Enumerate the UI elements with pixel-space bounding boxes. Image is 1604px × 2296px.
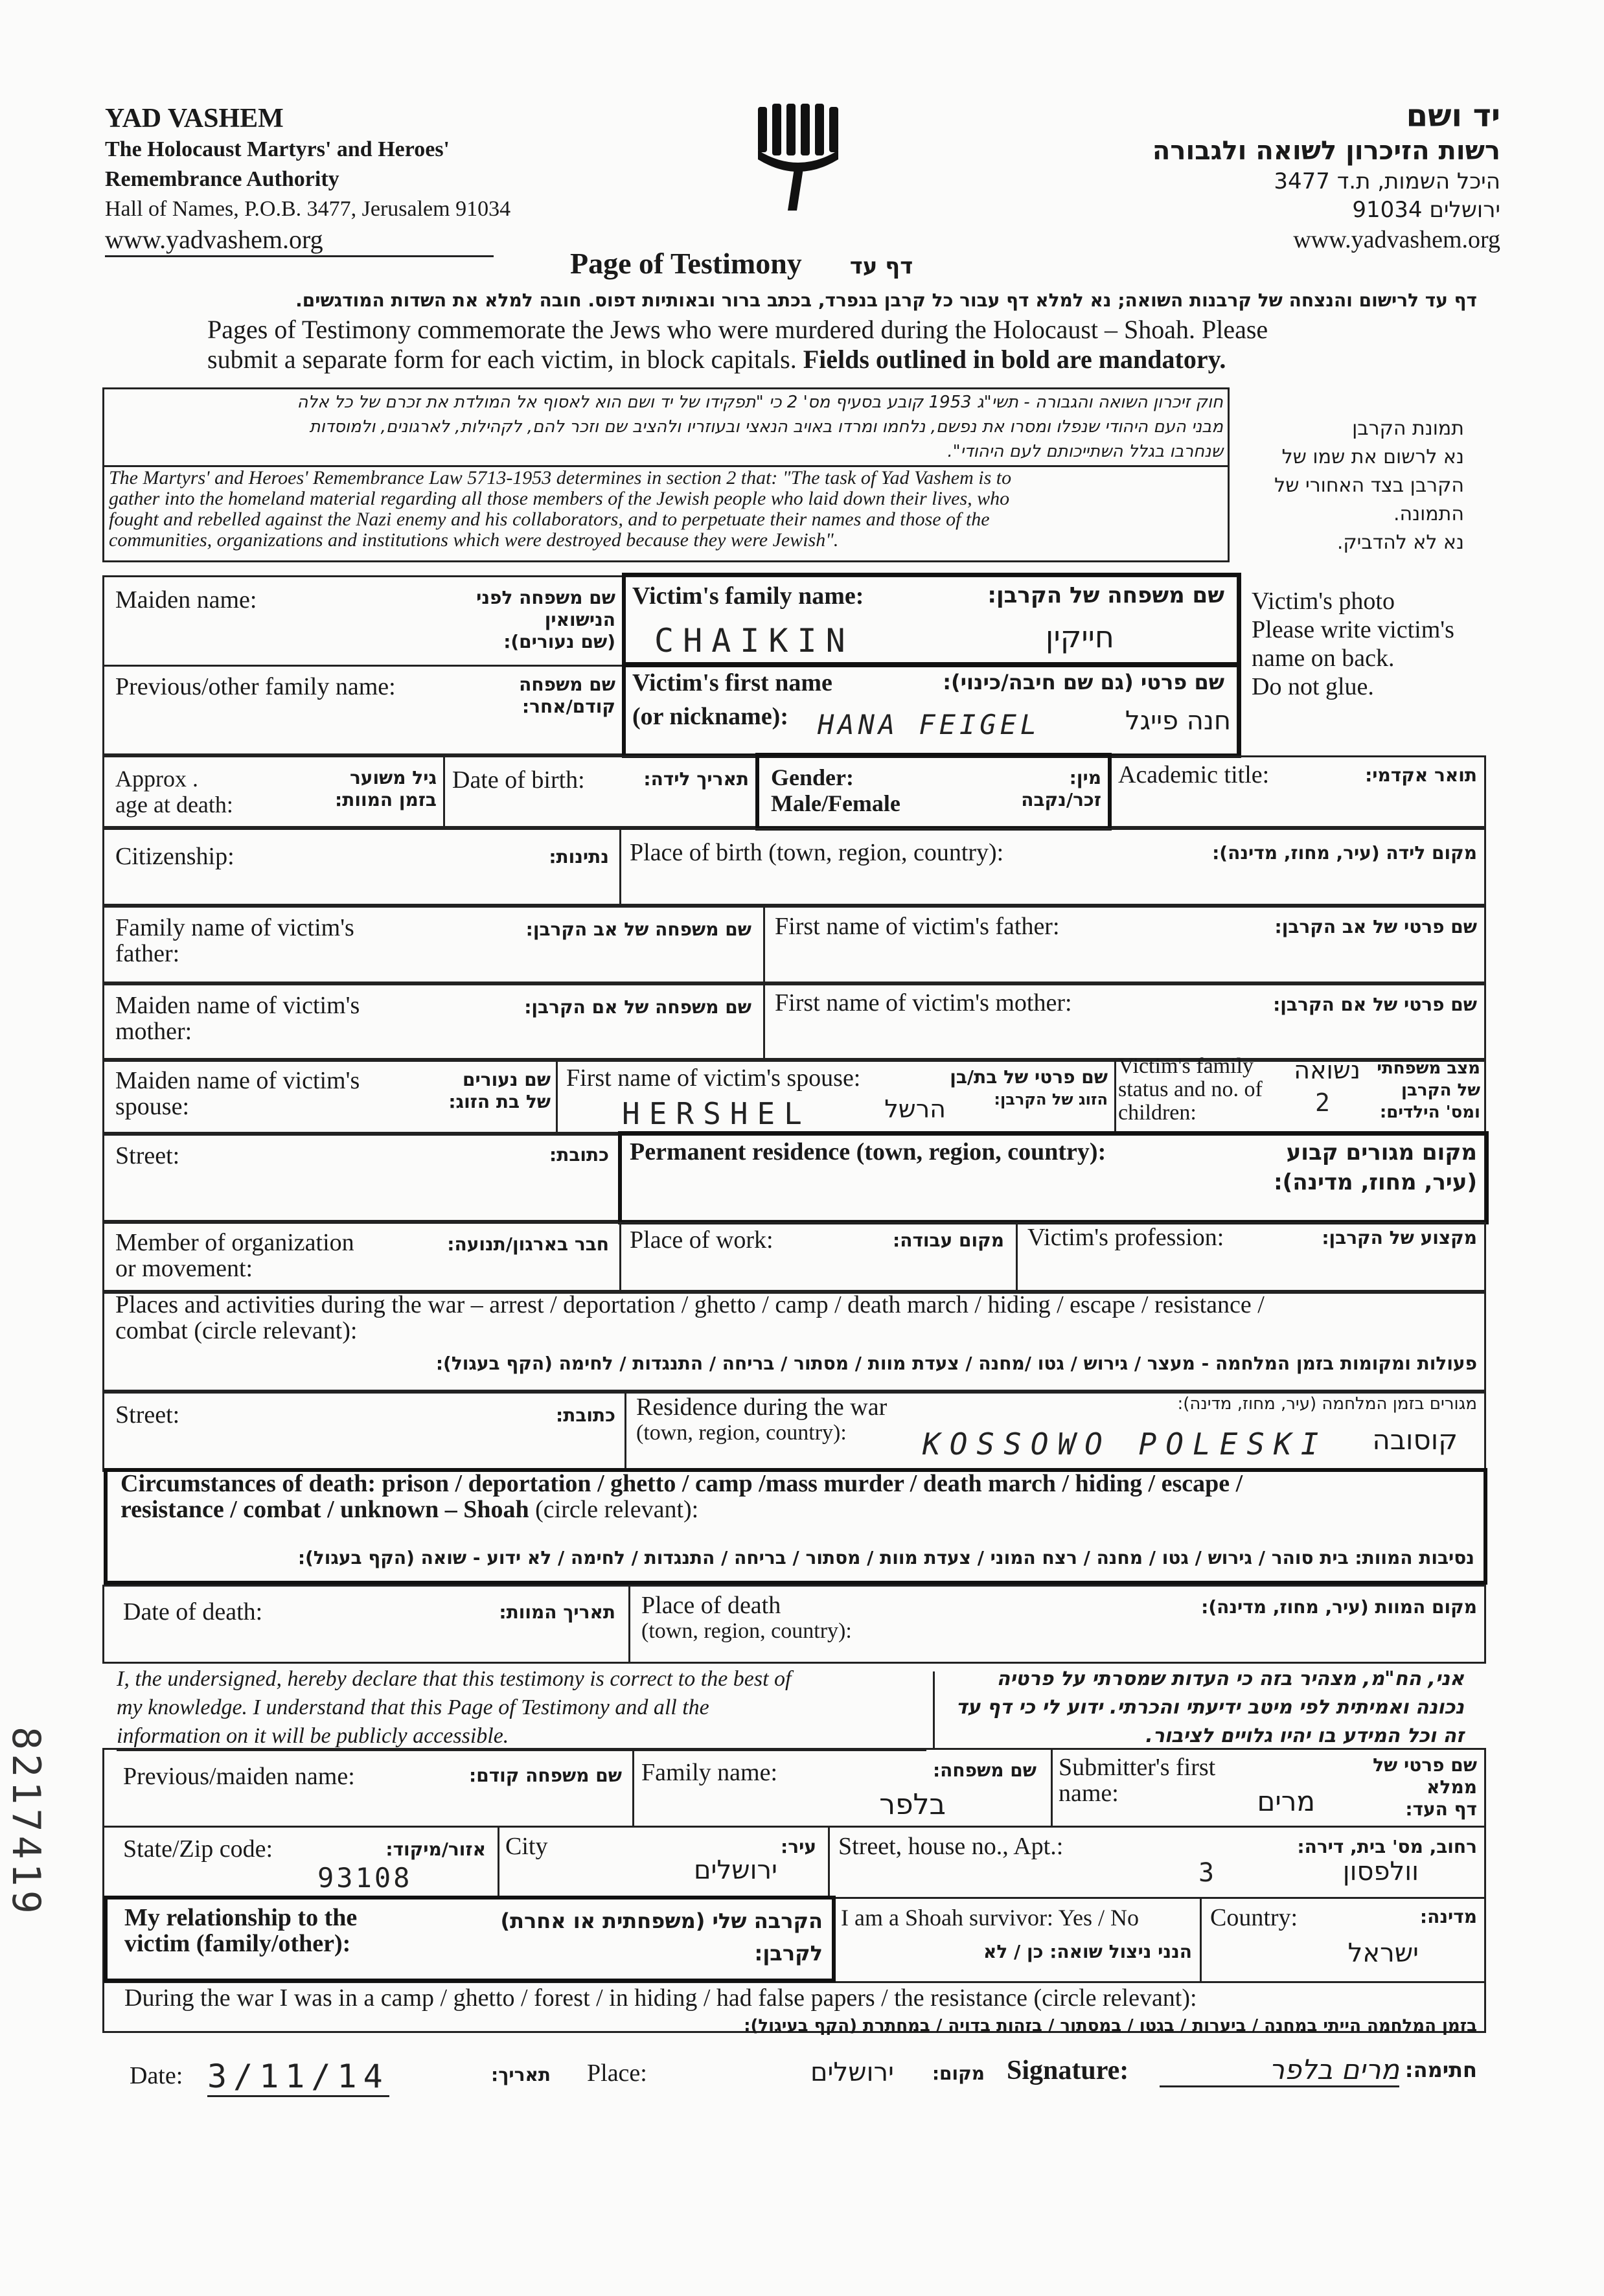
- declaration-he-1: אני, הח"מ, מצהיר בזה כי העדות שמסרתי על פרטיה: [996, 1668, 1464, 1690]
- submitter-line-1: [102, 1826, 1486, 1828]
- spouse-maiden-en-2: spouse:: [115, 1093, 189, 1120]
- gender-he-2: זכר/נקבה: [1021, 789, 1101, 810]
- margin-number-handwritten: 8217419: [3, 1727, 49, 1918]
- sub-relationship-label-he: [453, 1905, 823, 1969]
- father-family-label-he: שם משפחה של אב הקרבן:: [525, 919, 751, 940]
- sub-family-label: Family name:: [641, 1759, 778, 1786]
- father-family-en-1: Family name of victim's: [115, 914, 354, 941]
- sub-country-label: Country:: [1210, 1904, 1298, 1931]
- places-label: [115, 1292, 1265, 1344]
- prev-family-he-1: שם משפחה: [519, 674, 615, 695]
- sub-zip-handwritten: 93108: [317, 1862, 413, 1894]
- sub-first-he-2: דף העד:: [1405, 1798, 1477, 1820]
- org-he-line3: ירושלים 91034: [1352, 197, 1500, 223]
- org-en-line1: The Holocaust Martyrs' and Heroes': [105, 137, 450, 161]
- intro-he: דף עד לרישום והנצחה של קרבנות השואה; נא למלא דף עבור כל קרבן בנפרד, בכתב ברור ובאותיות דפוס. חובה למלא את השדות המודגשים.: [295, 290, 1477, 311]
- approx-age-en-1: Approx .: [115, 766, 198, 792]
- law-he-line3: שנחרבו בגלל השתייכותם לעם היהודי".: [947, 442, 1223, 461]
- prev-family-label-he: [453, 674, 615, 718]
- spouse-div-2: [1114, 1060, 1116, 1134]
- photo-en-line3: name on back.: [1252, 645, 1395, 672]
- war-res-handwritten-he: קוסובה: [1372, 1424, 1458, 1456]
- gender-en-1: Gender:: [771, 764, 854, 790]
- spouse-maiden-label: [115, 1068, 360, 1119]
- sub-place-label-he: מקום:: [932, 2063, 985, 2084]
- member-en-2: or movement:: [115, 1255, 253, 1282]
- first-name-label-he: שם פרטי (גם שם חיבה/כינוי):: [943, 670, 1224, 695]
- photo-en-line4: Do not glue.: [1252, 673, 1374, 700]
- sub-during-label-he: בזמן המלחמה הייתי במחנה / ביערות / בגטו / במסתור / בזהות בדויה / במחתרת (הקף בעיגול):: [744, 2016, 1477, 2036]
- work-label: Place of work:: [630, 1226, 773, 1254]
- form-title-en: Page of Testimony: [570, 247, 802, 280]
- sub-first-label-he: [1322, 1754, 1477, 1820]
- sub-country-handwritten: ישראל: [1347, 1938, 1419, 1968]
- org-he-name: יד ושם: [1406, 98, 1500, 134]
- academic-label-he: תואר אקדמי:: [1365, 764, 1477, 786]
- maiden-name-label-he: [415, 587, 615, 653]
- intro-en-line1: Pages of Testimony commemorate the Jews who were murdered during the Holocaust – Shoah. Please: [207, 315, 1268, 344]
- maiden-name-label: Maiden name:: [115, 586, 257, 614]
- intro-en-line2b: Fields outlined in bold are mandatory.: [803, 345, 1226, 374]
- declaration-he-2: נכונה ואמיתית לפי מיטב ידיעתי והכרתי. ידוע לי כי דף עד: [956, 1696, 1464, 1719]
- spouse-div-1: [556, 1060, 558, 1134]
- pob-label: Place of birth (town, region, country):: [630, 839, 1004, 866]
- org-en-name: YAD VASHEM: [105, 104, 284, 133]
- war-res-div: [624, 1392, 626, 1472]
- sub-r2-div-2: [828, 1826, 830, 1897]
- first-name-handwritten: HANA FEIGEL: [818, 709, 1041, 740]
- sub-survivor-label-he: הנני ניצול שואה: כן / לא: [983, 1941, 1192, 1962]
- sub-family-label-he: שם משפחה:: [932, 1760, 1037, 1781]
- mother-maiden-en-1: Maiden name of victim's: [115, 992, 360, 1019]
- photo-en-line2: Please write victim's: [1252, 616, 1454, 643]
- sub-zip-label: State/Zip code:: [123, 1835, 273, 1863]
- first-name-label: [632, 670, 832, 729]
- declaration-he: [946, 1665, 1464, 1751]
- law-he: [109, 390, 1223, 464]
- sub-r3-div-2: [1200, 1897, 1202, 1981]
- street-label-he: כתובת:: [549, 1144, 609, 1165]
- declaration-en-3: information on it will be publicly accessible.: [117, 1724, 509, 1748]
- approx-age-en-2: age at death:: [115, 792, 233, 818]
- approx-age-he-2: בזמן המוות:: [335, 789, 437, 810]
- approx-age-he-1: גיל משוער: [349, 767, 437, 788]
- family-status-he-3: ומס' הילדים:: [1379, 1103, 1480, 1122]
- residence-he-1: מקום מגורים קבוע: [1286, 1140, 1477, 1165]
- photo-he-line5: נא לא להדביק.: [1336, 531, 1464, 554]
- member-en-1: Member of organization: [115, 1229, 354, 1256]
- citizenship-label-he: נתינות:: [549, 846, 609, 867]
- org-he-line1: רשות הזיכרון לשואה ולגבורה: [1152, 136, 1500, 166]
- sub-first-he-1: שם פרטי של ממלא: [1373, 1754, 1477, 1798]
- org-en-line2: Remembrance Authority: [105, 167, 339, 191]
- war-res-label: [636, 1394, 887, 1446]
- spouse-maiden-he-2: של בת הזוג:: [448, 1091, 551, 1112]
- sub-signature-label-he: חתימה:: [1404, 2058, 1477, 2082]
- spouse-first-handwritten-he: הרשל: [884, 1095, 946, 1123]
- sub-relationship-en-2: victim (family/other):: [124, 1930, 351, 1957]
- law-en-line2: gather into the homeland material regarding all those members of the Jewish people who laid down their lives, who: [109, 488, 1010, 509]
- war-res-en-2: (town, region, country):: [636, 1421, 847, 1445]
- father-family-en-2: father:: [115, 940, 180, 967]
- family-name-handwritten-he: חייקין: [1045, 619, 1114, 654]
- org-en-web: www.yadvashem.org: [105, 224, 494, 257]
- family-status-he-2: של הקרבן: [1401, 1081, 1480, 1100]
- circumstances-label: [120, 1471, 1243, 1522]
- family-status-en-3: children:: [1118, 1101, 1197, 1125]
- sub-street-label-he: רחוב, מס' בית, דירה:: [1297, 1836, 1477, 1857]
- dod-label-he: תאריך המוות:: [499, 1601, 615, 1623]
- family-name-handwritten: CHAIKIN: [654, 622, 854, 660]
- mother-maiden-en-2: mother:: [115, 1018, 192, 1045]
- sub-country-label-he: מדינה:: [1419, 1906, 1477, 1927]
- circ-en-1: Circumstances of death: prison / deportation / ghetto / camp /mass murder / death march / hiding / escape /: [120, 1470, 1243, 1497]
- photo-he-line1: תמונת הקרבן: [1352, 417, 1464, 440]
- approx-age-label-he: [279, 767, 437, 811]
- family-status-label-he: [1367, 1057, 1480, 1123]
- gender-label-he: [946, 767, 1101, 811]
- dod-label: Date of death:: [123, 1598, 263, 1625]
- family-status-en-1: Victim's family: [1118, 1054, 1254, 1078]
- sub-street-label: Street, house no., Apt.:: [838, 1833, 1064, 1860]
- children-count-handwritten: 2: [1315, 1088, 1339, 1117]
- form-title-he: דף עד: [849, 253, 913, 279]
- family-status-label: [1118, 1055, 1263, 1125]
- mother-maiden-label: [115, 993, 360, 1044]
- photo-en-line1: Victim's photo: [1252, 588, 1395, 615]
- circumstances-label-he: נסיבות המוות: בית סוהר / גירוש / גטו / מחנה / רצח המוני / צעדת מוות / מסתור / בריחה / התנגדות / לחימה / לא ידוע - שואה (הקף בעגול):: [297, 1547, 1474, 1568]
- intro-en-line2a: submit a separate form for each victim, in block capitals.: [207, 345, 797, 374]
- war-street-label: Street:: [115, 1401, 180, 1429]
- sub-family-handwritten: בלפר: [879, 1788, 946, 1821]
- residence-label-he: [1257, 1138, 1477, 1197]
- law-he-line1: חוק זיכרון השואה והגבורה - תשי"ג 1953 קובע בסעיף מס' 2 כי "תפקידו של יד ושם הוא לאסוף אל המולדת את זכרם של כל אלה: [297, 393, 1223, 412]
- photo-he-line2: נא לרשום את שמו של: [1281, 446, 1464, 468]
- spouse-first-label: First name of victim's spouse:: [566, 1064, 861, 1092]
- sub-city-label-he: עיר:: [781, 1836, 816, 1857]
- citizenship-label: Citizenship:: [115, 843, 235, 870]
- org-he-web: www.yadvashem.org: [1293, 226, 1500, 253]
- profession-label: Victim's profession:: [1027, 1224, 1224, 1251]
- prev-family-label: Previous/other family name:: [115, 673, 396, 700]
- yad-vashem-logo: [751, 104, 849, 214]
- pod-label-he: מקום המוות (עיר, מחוז, מדינה):: [1201, 1596, 1477, 1618]
- age-div-1: [443, 755, 445, 828]
- law-he-line2: מבני העם היהודי שנפלו ומסרו את נפשם, נלחמו ומרדו באויב הנאצי ובעוזריו ולהציב שם וזכר להם, לקהילות, לארגונים, ולמוסדות: [309, 417, 1223, 437]
- org-he-block: [1037, 97, 1500, 255]
- member-label: [115, 1230, 354, 1281]
- sub-relationship-he-2: לקרבן:: [754, 1941, 823, 1966]
- pod-en-2: (town, region, country):: [641, 1619, 852, 1643]
- sub-city-handwritten: ירושלים: [694, 1855, 777, 1885]
- war-street-label-he: כתובת:: [556, 1405, 615, 1426]
- pob-label-he: מקום לידה (עיר, מחוז, מדינה):: [1212, 842, 1477, 864]
- sub-r1-div-1: [632, 1748, 634, 1826]
- sub-place-label: Place:: [587, 2060, 647, 2087]
- photo-he-line3: הקרבן בצד האחורי של: [1274, 474, 1464, 497]
- first-name-en-1: Victim's first name: [632, 669, 832, 696]
- spouse-first-label-he: [920, 1066, 1108, 1110]
- death-div: [628, 1585, 630, 1664]
- family-status-en-2: status and no. of: [1118, 1077, 1263, 1101]
- residence-he-2: (עיר, מחוז, מדינה):: [1274, 1169, 1477, 1195]
- sub-relationship-label: [124, 1905, 357, 1957]
- photo-he-line4: התמונה.: [1393, 503, 1464, 525]
- org-div-1: [619, 1222, 621, 1292]
- photo-he: [1257, 415, 1464, 557]
- photo-en: [1252, 587, 1485, 701]
- sub-first-en-1: Submitter's first: [1059, 1754, 1216, 1781]
- family-name-label-he: שם משפחה של הקרבן:: [987, 582, 1224, 608]
- mother-maiden-label-he: שם משפחה של אם הקרבן:: [524, 996, 751, 1018]
- org-en-block: [105, 102, 597, 257]
- maiden-name-he-2: (שם נעורים):: [503, 631, 615, 652]
- family-status-handwritten: נשואה: [1294, 1056, 1360, 1085]
- father-first-label: First name of victim's father:: [775, 913, 1060, 940]
- law-en-line3: fought and rebelled against the Nazi enemy and his collaborators, and to perpetuate their names and those of the: [109, 509, 990, 530]
- dob-label-he: תאריך לידה:: [643, 768, 749, 790]
- gender-label: [771, 764, 900, 816]
- sub-r1-div-2: [1051, 1748, 1053, 1826]
- father-family-label: [115, 915, 354, 967]
- first-name-handwritten-he: חנה פייגל: [1125, 706, 1231, 736]
- gender-he-1: מין:: [1069, 767, 1101, 788]
- mother-first-label-he: שם פרטי של אם הקרבן:: [1273, 994, 1477, 1015]
- org-en-address: Hall of Names, P.O.B. 3477, Jerusalem 91034: [105, 197, 511, 221]
- family-name-label: Victim's family name:: [632, 582, 864, 610]
- residence-label: Permanent residence (town, region, country):: [630, 1138, 1106, 1165]
- citizenship-div: [619, 828, 621, 906]
- sub-place-handwritten: ירושלים: [810, 2058, 894, 2087]
- sub-date-handwritten: 3/11/14: [207, 2058, 389, 2097]
- law-en-line1: The Martyrs' and Heroes' Remembrance Law 5713-1953 determines in section 2 that: "The task of Yad Vashem is to: [109, 467, 1012, 488]
- sub-street-no-handwritten: 3: [1198, 1858, 1224, 1888]
- org-div-2: [1016, 1222, 1018, 1292]
- sub-prev-maiden-label: Previous/maiden name:: [123, 1763, 355, 1790]
- spouse-first-he-1: שם פרטי של בת/בן: [950, 1066, 1108, 1088]
- places-label-he: פעולות ומקומות בזמן המלחמה - מעצר / גירוש / גטו /מחנה / צעדת מוות / מסתור / בריחה / התנגדות / לחימה (הקף בעגול):: [435, 1353, 1477, 1374]
- org-he-line2: היכל השמות, ת.ד 3477: [1274, 168, 1500, 194]
- mother-div: [763, 983, 765, 1060]
- intro-en-line2: [207, 345, 1496, 374]
- circ-en-3: (circle relevant):: [535, 1496, 699, 1523]
- spouse-maiden-en-1: Maiden name of victim's: [115, 1067, 360, 1094]
- declaration-div: [933, 1671, 935, 1749]
- pod-en-1: Place of death: [641, 1592, 781, 1619]
- gender-en-2: Male/Female: [771, 790, 900, 816]
- work-label-he: מקום עבודה:: [893, 1230, 1004, 1251]
- sub-first-label: [1059, 1754, 1215, 1806]
- first-name-en-2: (or nickname):: [632, 703, 788, 730]
- family-status-he-1: מצב משפחתי: [1377, 1059, 1480, 1078]
- circ-en-2-wrap: [120, 1497, 1243, 1522]
- sub-relationship-en-1: My relationship to the: [124, 1904, 358, 1931]
- academic-label: Academic title:: [1118, 761, 1270, 788]
- spouse-maiden-label-he: [415, 1069, 551, 1113]
- war-res-handwritten: KOSSOWO POLESKI: [922, 1427, 1328, 1462]
- sub-first-handwritten: מרים: [1257, 1785, 1315, 1817]
- sub-zip-label-he: אזור/מיקוד:: [385, 1839, 486, 1860]
- pod-label: [641, 1592, 852, 1644]
- places-en-1: Places and activities during the war – arrest / deportation / ghetto / camp / death march / hiding / escape / resistance /: [115, 1291, 1265, 1318]
- approx-age-label: [115, 766, 233, 818]
- sub-date-label-he: תאריך:: [491, 2064, 551, 2085]
- places-en-2: combat (circle relevant):: [115, 1317, 358, 1344]
- circ-en-2: resistance / combat / unknown – Shoah: [120, 1496, 529, 1523]
- mother-first-label: First name of victim's mother:: [775, 989, 1072, 1016]
- sub-street-handwritten: וולפסון: [1342, 1857, 1419, 1887]
- sub-date-label: Date:: [130, 2062, 183, 2089]
- war-res-label-he: מגורים בזמן המלחמה (עיר, מחוז, מדינה):: [1177, 1394, 1477, 1414]
- declaration-en-2: my knowledge. I understand that this Page of Testimony and all the: [117, 1695, 709, 1719]
- war-res-en-1: Residence during the war: [636, 1394, 888, 1421]
- form-title: [570, 246, 1024, 285]
- declaration-en: [117, 1665, 946, 1751]
- spouse-maiden-he-1: שם נעורים: [462, 1069, 551, 1090]
- dob-label: Date of birth:: [452, 766, 585, 794]
- spouse-first-he-2: הזוג של הקרבן:: [994, 1090, 1108, 1108]
- sub-signature-handwritten: מרים בלפר: [1160, 2054, 1399, 2087]
- father-div: [763, 906, 765, 983]
- sub-prev-maiden-label-he: שם משפחה קודם:: [469, 1765, 622, 1786]
- spouse-first-handwritten: HERSHEL: [622, 1096, 811, 1131]
- prev-family-he-2: קודם/אחר:: [521, 696, 615, 717]
- law-en: [109, 468, 1223, 551]
- sub-relationship-he-1: הקרבה שלי (משפחתית או אחרת): [500, 1909, 823, 1933]
- law-en-line4: communities, organizations and institutions which were destroyed because they were Jewish".: [109, 529, 839, 551]
- maiden-name-he-1: שם משפחה לפני הנישואין: [476, 587, 615, 630]
- declaration-en-1: I, the undersigned, hereby declare that this testimony is correct to the best of: [117, 1667, 792, 1691]
- sub-first-en-2: name:: [1059, 1780, 1119, 1807]
- street-label: Street:: [115, 1142, 180, 1169]
- father-first-label-he: שם פרטי של אב הקרבן:: [1274, 916, 1477, 937]
- profession-label-he: מקצוע של הקרבן:: [1322, 1227, 1477, 1248]
- sub-survivor-label: I am a Shoah survivor: Yes / No: [841, 1905, 1139, 1931]
- menorah-logo-icon: [751, 104, 849, 214]
- sub-r2-div-1: [498, 1826, 499, 1897]
- member-label-he: חבר בארגון/תנועה:: [447, 1234, 609, 1255]
- sub-signature-label: Signature:: [1007, 2056, 1129, 2085]
- sub-city-label: City: [505, 1833, 548, 1860]
- declaration-he-3: זה וכל המידע בו יהיו גלויים לציבור.: [1145, 1725, 1464, 1747]
- sub-during-label: During the war I was in a camp / ghetto / forest / in hiding / had false papers / the resistance (circle relevant):: [124, 1984, 1197, 2012]
